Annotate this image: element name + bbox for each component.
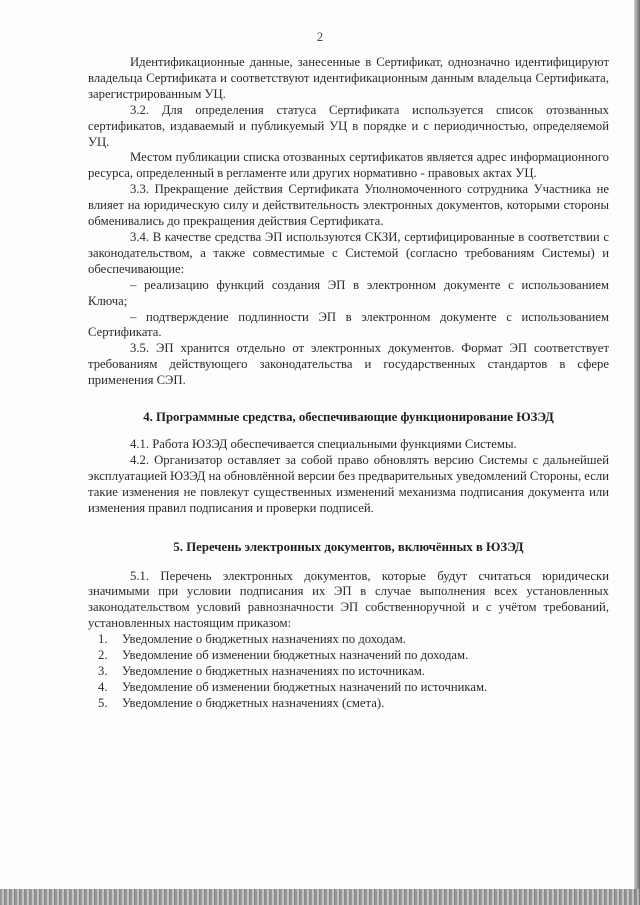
list-item-number: 2. [98, 648, 108, 663]
scan-bottom-edge [0, 889, 640, 905]
scan-right-edge [634, 0, 640, 905]
paragraph-3-4: 3.4. В качестве средства ЭП используются СКЗИ, сертифицированные в соответствии с законодательством, а также совместимые с Системой (согласно требованиям Системы) и обеспечивающие: [88, 229, 609, 276]
paragraph-3-4-item-creation: – реализацию функций создания ЭП в электронном документе с использованием Ключа; [88, 277, 609, 308]
page-number: 2 [316, 30, 324, 44]
list-item [88, 648, 609, 664]
list-item-text: Уведомление об изменении бюджетных назначений по доходам. [122, 648, 469, 663]
list-item [88, 664, 609, 680]
paragraph-3-4-item-verification: – подтверждение подлинности ЭП в электронном документе с использованием Сертификата. [88, 309, 609, 340]
list-item-text: Уведомление об изменении бюджетных назначений по источникам. [122, 679, 488, 694]
paragraph-revocation-list-location: Местом публикации списка отозванных сертификатов является адрес информационного ресурса, определенный в регламенте или других нормативно - правовых актах УЦ. [88, 150, 609, 181]
paragraph-identification: Идентификационные данные, занесенные в Сертификат, однозначно идентифицируют владельца Сертификата и соответствуют идентификационным данным владельца Сертификата, зарегистрированным УЦ. [88, 55, 609, 101]
paragraph-3-5: 3.5. ЭП хранится отдельно от электронных документов. Формат ЭП соответствует требованиям действующего законодательства и государственных стандартов в сфере применения СЭП. [88, 341, 609, 388]
list-item-number: 1. [98, 632, 108, 647]
list-item-text: Уведомление о бюджетных назначениях (смета). [122, 695, 385, 710]
list-item-text: Уведомление о бюджетных назначениях по доходам. [122, 632, 406, 647]
list-item-number: 4. [98, 679, 108, 694]
paragraph-4-2: 4.2. Организатор оставляет за собой право обновлять версию Системы с дальнейшей эксплуатацией ЮЗЭД на обновлённой версии без предварительных уведомлений Стороны, если такие изменения не повлекут существенных изменений механизма подписания документа или изменения правил подписания и проверки подписей. [88, 452, 609, 515]
list-item [88, 632, 609, 648]
paragraph-4-1: 4.1. Работа ЮЗЭД обеспечивается специальными функциями Системы. [130, 437, 517, 452]
document-body [88, 55, 609, 712]
section-4-heading: 4. Программные средства, обеспечивающие функционирование ЮЗЭД [143, 410, 554, 425]
list-item-number: 3. [98, 664, 108, 678]
paragraph-3-2: 3.2. Для определения статуса Сертификата используется список отозванных сертификатов, издаваемый и публикуемый УЦ в порядке и с периодичностью, определяемой УЦ. [88, 102, 609, 149]
list-item [88, 680, 609, 696]
list-item-number: 5. [98, 695, 108, 710]
paragraph-3-3: 3.3. Прекращение действия Сертификата Уполномоченного сотрудника Участника не влияет на юридическую силу и действительность электронных документов, которыми стороны обменивались до прекращения действия Сертификата. [88, 182, 609, 229]
section-5-heading: 5. Перечень электронных документов, включённых в ЮЗЭД [173, 539, 524, 554]
list-item [88, 696, 609, 712]
paragraph-5-1: 5.1. Перечень электронных документов, которые будут считаться юридически значимыми при условии подписания их ЭП в случае выполнения всех установленных законодательством условий равнозначности ЭП собственноручной и с учётом требований, установленных настоящим приказом: [88, 568, 609, 631]
document-list [88, 632, 609, 712]
list-item-text: Уведомление о бюджетных назначениях по источникам. [122, 664, 425, 678]
